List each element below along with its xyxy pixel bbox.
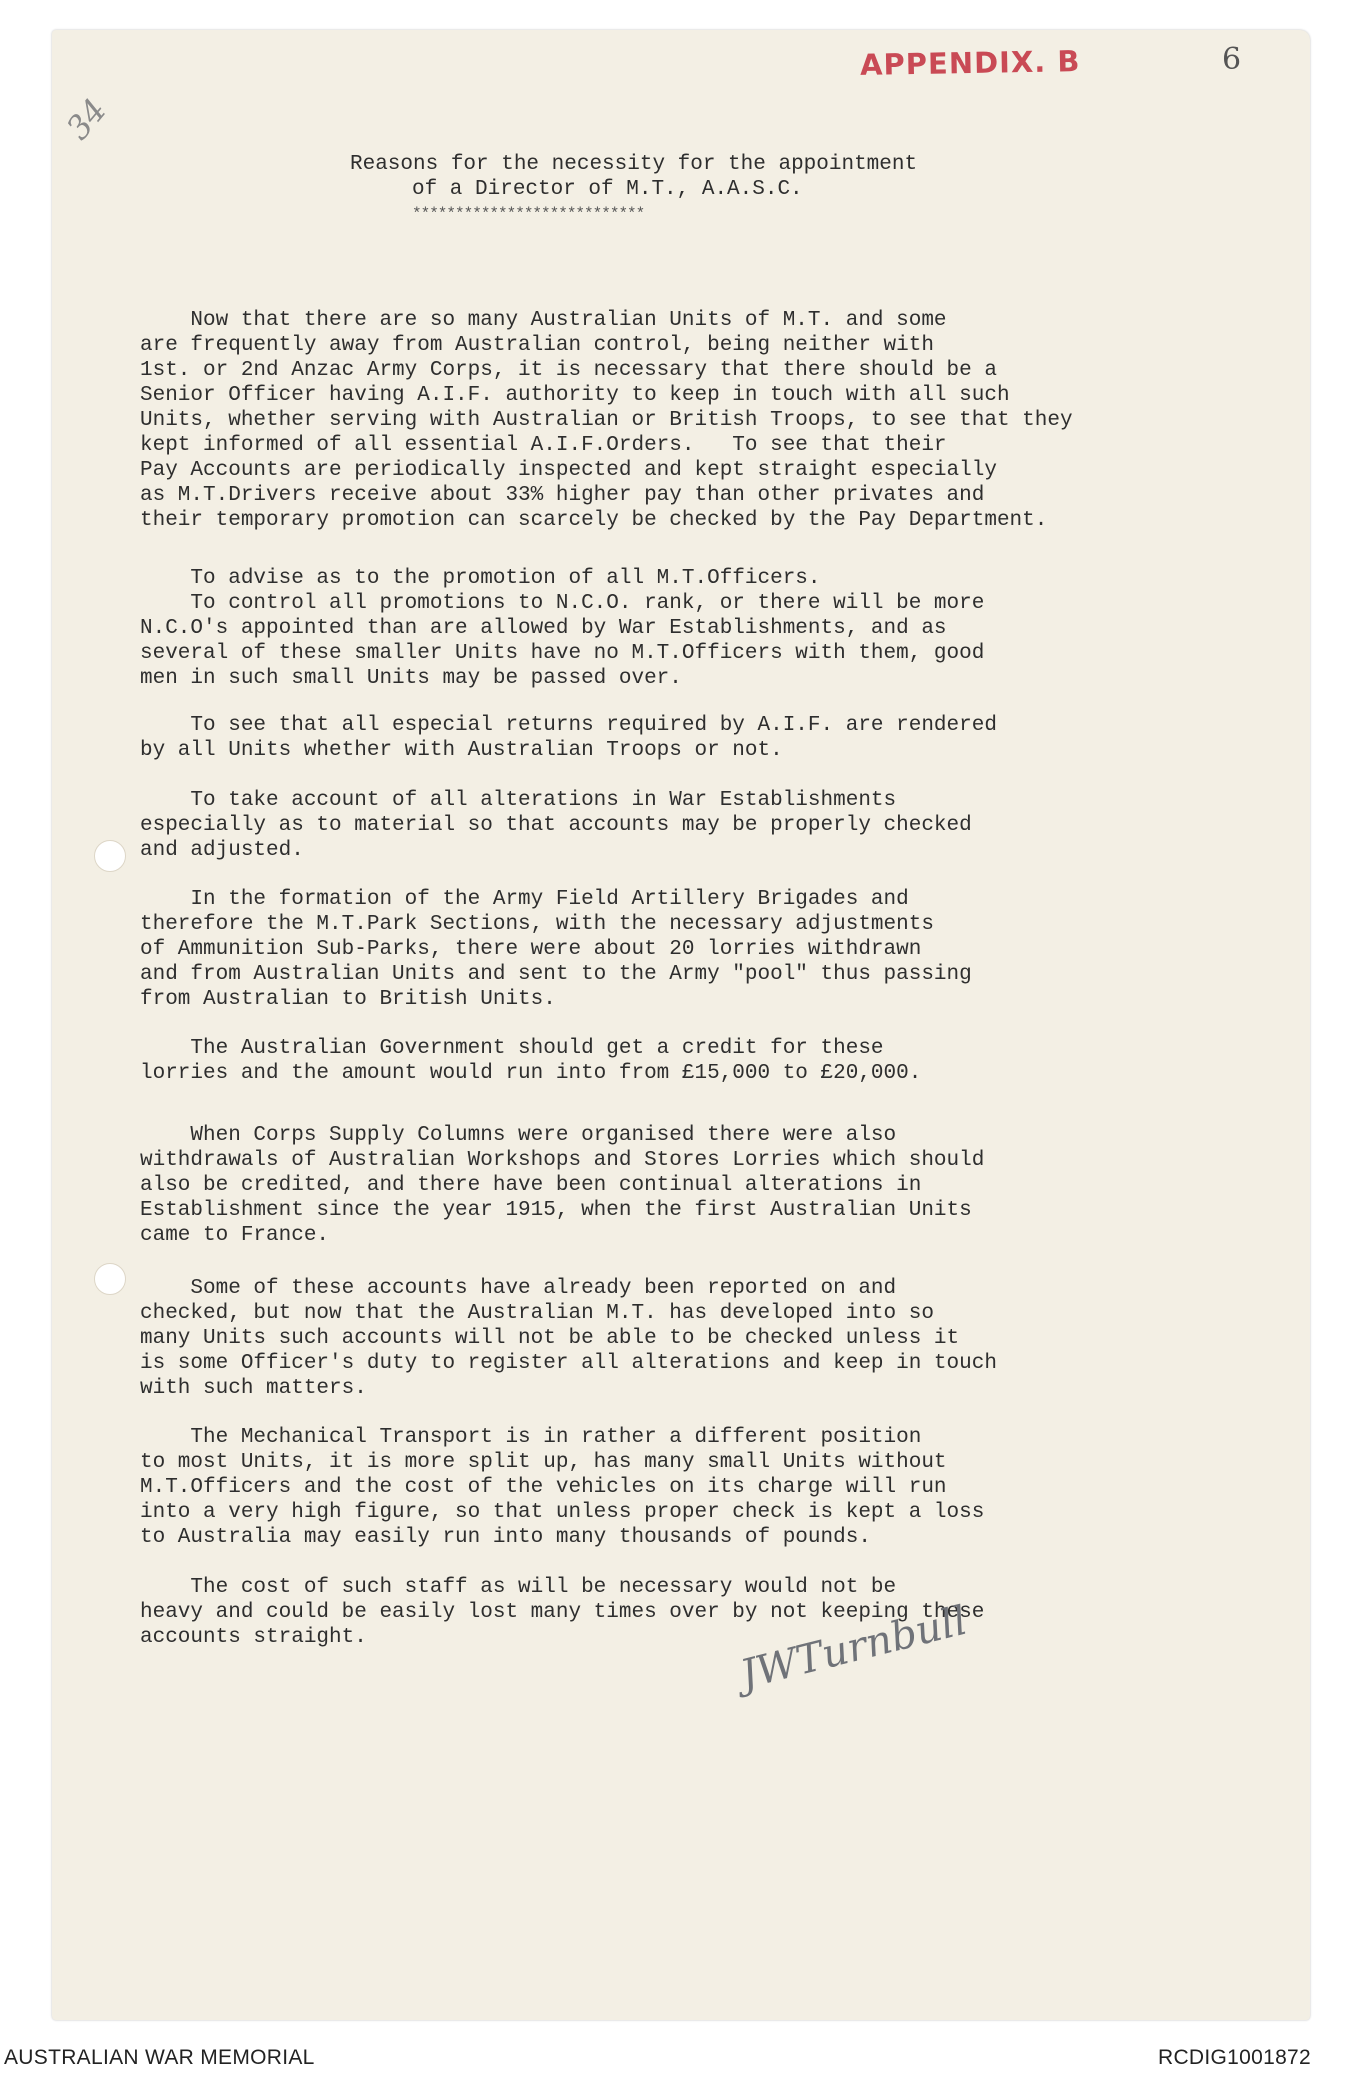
paragraph-line: from Australian to British Units. xyxy=(140,988,556,1011)
paragraph-line: especially as to material so that accounts may be properly checked xyxy=(140,814,972,837)
paragraph-line: N.C.O's appointed than are allowed by War Establishments, and as xyxy=(140,617,947,640)
paragraph-line: withdrawals of Australian Workshops and Stores Lorries which should xyxy=(140,1149,985,1172)
paragraph-line: their temporary promotion can scarcely be checked by the Pay Department. xyxy=(140,509,1048,532)
paragraph-line: is some Officer's duty to register all alterations and keep in touch xyxy=(140,1352,997,1375)
paragraph-line: are frequently away from Australian control, being neither with xyxy=(140,334,934,357)
paragraph-line: as M.T.Drivers receive about 33% higher pay than other privates and xyxy=(140,484,985,507)
paragraph-line: checked, but now that the Australian M.T. has developed into so xyxy=(140,1302,934,1325)
paragraph-line: 1st. or 2nd Anzac Army Corps, it is necessary that there should be a xyxy=(140,359,997,382)
paragraph-line: M.T.Officers and the cost of the vehicles on its charge will run xyxy=(140,1476,947,1499)
paragraph-line: and adjusted. xyxy=(140,839,304,862)
paragraph-line: into a very high figure, so that unless proper check is kept a loss xyxy=(140,1501,985,1524)
title-rule: *************************** xyxy=(412,205,645,223)
paragraph-line: Some of these accounts have already been reported on and xyxy=(140,1277,897,1300)
paragraph-line: also be credited, and there have been continual alterations in xyxy=(140,1174,922,1197)
paragraph-line: to most Units, it is more split up, has many small Units without xyxy=(140,1451,947,1474)
paragraph-line: men in such small Units may be passed over. xyxy=(140,667,682,690)
paragraph-line: The cost of such staff as will be necessary would not be xyxy=(140,1576,897,1599)
paragraph-line: In the formation of the Army Field Artillery Brigades and xyxy=(140,888,909,911)
page-number: 6 xyxy=(1222,42,1242,77)
paragraph-line: several of these smaller Units have no M.T.Officers with them, good xyxy=(140,642,985,665)
paragraph-line: and from Australian Units and sent to the Army "pool" thus passing xyxy=(140,963,972,986)
document-title: Reasons for the necessity for the appointment xyxy=(350,153,918,176)
paragraph-line: To see that all especial returns required by A.I.F. are rendered xyxy=(140,714,997,737)
paragraph-line: kept informed of all essential A.I.F.Orders. To see that their xyxy=(140,434,947,457)
paragraph-line: heavy and could be easily lost many times over by not keeping these xyxy=(140,1601,985,1624)
paragraph-line: Establishment since the year 1915, when the first Australian Units xyxy=(140,1199,972,1222)
footer-institution: AUSTRALIAN WAR MEMORIAL xyxy=(4,2046,315,2069)
paragraph-line: To advise as to the promotion of all M.T.Officers. xyxy=(140,567,821,590)
paragraph-line: by all Units whether with Australian Troops or not. xyxy=(140,739,783,762)
paragraph-line: many Units such accounts will not be able to be checked unless it xyxy=(140,1327,960,1350)
signature: JWTurnbull xyxy=(735,1597,972,1699)
paragraph-line: The Mechanical Transport is in rather a different position xyxy=(140,1426,922,1449)
paragraph-line: came to France. xyxy=(140,1224,330,1247)
punch-hole-top xyxy=(94,840,126,872)
appendix-stamp: APPENDIX. B xyxy=(859,44,1081,82)
paragraph-line: The Australian Government should get a credit for these xyxy=(140,1037,884,1060)
paragraph-line: To take account of all alterations in War Establishments xyxy=(140,789,897,812)
paragraph-line: When Corps Supply Columns were organised there were also xyxy=(140,1124,897,1147)
footer-reference: RCDIG1001872 xyxy=(1158,2046,1312,2069)
folio-number: 34 xyxy=(58,91,115,147)
paragraph-line: accounts straight. xyxy=(140,1626,367,1649)
paragraph-line: Units, whether serving with Australian or British Troops, to see that they xyxy=(140,409,1073,432)
paragraph-line: Senior Officer having A.I.F. authority to keep in touch with all such xyxy=(140,384,1010,407)
paragraph-line: of Ammunition Sub-Parks, there were about 20 lorries withdrawn xyxy=(140,938,922,961)
paragraph-line: To control all promotions to N.C.O. rank, or there will be more xyxy=(140,592,985,615)
paragraph-line: to Australia may easily run into many thousands of pounds. xyxy=(140,1526,871,1549)
paragraph-line: lorries and the amount would run into from £15,000 to £20,000. xyxy=(140,1062,922,1085)
document-subtitle: of a Director of M.T., A.A.S.C. xyxy=(412,178,803,201)
paragraph-line: therefore the M.T.Park Sections, with the necessary adjustments xyxy=(140,913,934,936)
punch-hole-bottom xyxy=(94,1263,126,1295)
paragraph-line: Pay Accounts are periodically inspected and kept straight especially xyxy=(140,459,997,482)
paragraph-line: with such matters. xyxy=(140,1377,367,1400)
paragraph-line: Now that there are so many Australian Units of M.T. and some xyxy=(140,309,947,332)
